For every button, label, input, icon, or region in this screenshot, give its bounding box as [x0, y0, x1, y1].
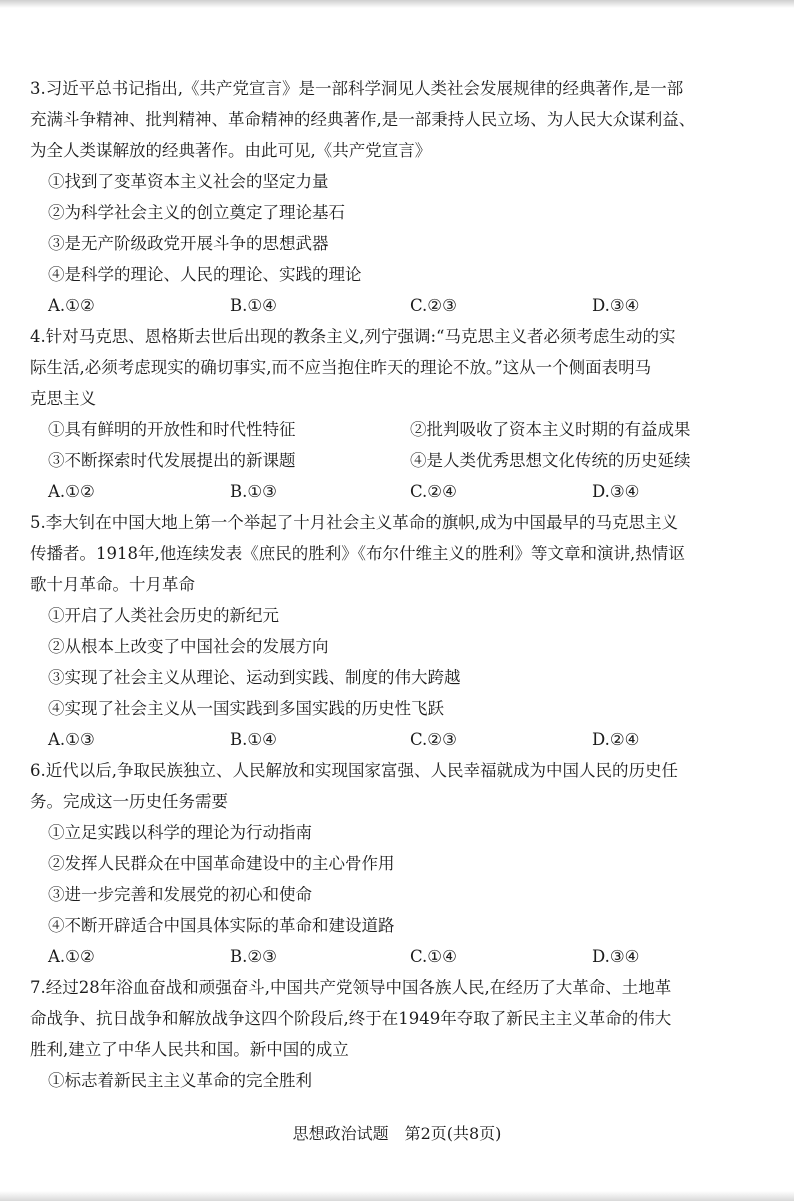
question-stem-line: 7.经过28年浴血奋战和顽强奋斗,中国共产党领导中国各族人民,在经历了大革命、土地革: [30, 978, 672, 997]
statement-item: ④实现了社会主义从一国实践到多国实践的历史性飞跃: [48, 699, 444, 718]
option-b: B.①④: [230, 296, 277, 315]
statement-item: ②为科学社会主义的创立奠定了理论基石: [48, 203, 345, 222]
option-b: B.①③: [230, 482, 277, 501]
answer-options: [30, 290, 730, 321]
statement-item: ④是人类优秀思想文化传统的历史延续: [410, 451, 691, 470]
question-5: [30, 507, 730, 755]
statement-item: ②批判吸收了资本主义时期的有益成果: [410, 420, 691, 439]
option-a: A.①③: [48, 730, 95, 749]
question-7: [30, 972, 730, 1096]
statement-item: ④不断开辟适合中国具体实际的革命和建设道路: [48, 916, 395, 935]
option-c: C.②③: [410, 296, 457, 315]
statement-item: ④是科学的理论、人民的理论、实践的理论: [48, 265, 362, 284]
question-stem-line: 5.李大钊在中国大地上第一个举起了十月社会主义革命的旗帜,成为中国最早的马克思主义: [30, 513, 678, 532]
answer-options: [30, 476, 730, 507]
statement-item: ①标志着新民主主义革命的完全胜利: [48, 1071, 312, 1090]
statement-pair: [30, 414, 730, 445]
option-a: A.①②: [48, 482, 95, 501]
question-stem-line: 歌十月革命。十月革命: [30, 575, 195, 594]
question-stem-line: 命战争、抗日战争和解放战争这四个阶段后,终于在1949年夺取了新民主主义革命的伟大: [30, 1009, 672, 1028]
option-c: C.②④: [410, 482, 457, 501]
option-a: A.①②: [48, 296, 95, 315]
question-stem-line: 胜利,建立了中华人民共和国。新中国的成立: [30, 1040, 349, 1059]
question-stem-line: 务。完成这一历史任务需要: [30, 792, 228, 811]
statement-item: ②从根本上改变了中国社会的发展方向: [48, 637, 329, 656]
statement-item: ①开启了人类社会历史的新纪元: [48, 606, 279, 625]
question-stem-line: 充满斗争精神、批判精神、革命精神的经典著作,是一部秉持人民立场、为人民大众谋利益、: [30, 110, 696, 129]
statement-item: ①立足实践以科学的理论为行动指南: [48, 823, 312, 842]
option-d: D.②④: [592, 730, 640, 749]
question-stem-line: 为全人类谋解放的经典著作。由此可见,《共产党宣言》: [30, 141, 432, 160]
option-d: D.③④: [592, 296, 640, 315]
question-stem-line: 3.习近平总书记指出,《共产党宣言》是一部科学洞见人类社会发展规律的经典著作,是一部: [30, 79, 684, 98]
question-stem-line: 4.针对马克思、恩格斯去世后出现的教条主义,列宁强调:“马克思主义者必须考虑生动的实: [30, 327, 676, 346]
option-c: C.②③: [410, 730, 457, 749]
answer-options: [30, 724, 730, 755]
scan-edge-top: [0, 0, 794, 8]
page-footer: 思想政治试题 第2页(共8页): [292, 1124, 502, 1143]
statement-item: ③进一步完善和发展党的初心和使命: [48, 885, 312, 904]
statement-item: ①具有鲜明的开放性和时代性特征: [48, 420, 296, 439]
statement-pair: [30, 445, 730, 476]
answer-options: [30, 941, 730, 972]
question-6: [30, 755, 730, 972]
statement-item: ①找到了变革资本主义社会的坚定力量: [48, 172, 329, 191]
option-a: A.①②: [48, 947, 95, 966]
scan-edge-bottom: [0, 1191, 794, 1201]
question-stem-line: 6.近代以后,争取民族独立、人民解放和实现国家富强、人民幸福就成为中国人民的历史任: [30, 761, 678, 780]
option-b: B.①④: [230, 730, 277, 749]
option-d: D.③④: [592, 947, 640, 966]
option-b: B.②③: [230, 947, 277, 966]
question-3: [30, 73, 730, 321]
question-stem-line: 际生活,必须考虑现实的确切事实,而不应当抱住昨天的理论不放。”这从一个侧面表明马: [30, 358, 652, 377]
statement-item: ③实现了社会主义从理论、运动到实践、制度的伟大跨越: [48, 668, 461, 687]
statement-item: ③是无产阶级政党开展斗争的思想武器: [48, 234, 329, 253]
question-4: [30, 321, 730, 507]
statement-item: ②发挥人民群众在中国革命建设中的主心骨作用: [48, 854, 395, 873]
statement-item: ③不断探索时代发展提出的新课题: [48, 451, 296, 470]
question-stem-line: 克思主义: [30, 389, 96, 408]
question-stem-line: 传播者。1918年,他连续发表《庶民的胜利》《布尔什维主义的胜利》等文章和演讲,热情讴: [30, 544, 685, 563]
option-c: C.①④: [410, 947, 457, 966]
option-d: D.③④: [592, 482, 640, 501]
exam-content: [30, 73, 730, 1096]
